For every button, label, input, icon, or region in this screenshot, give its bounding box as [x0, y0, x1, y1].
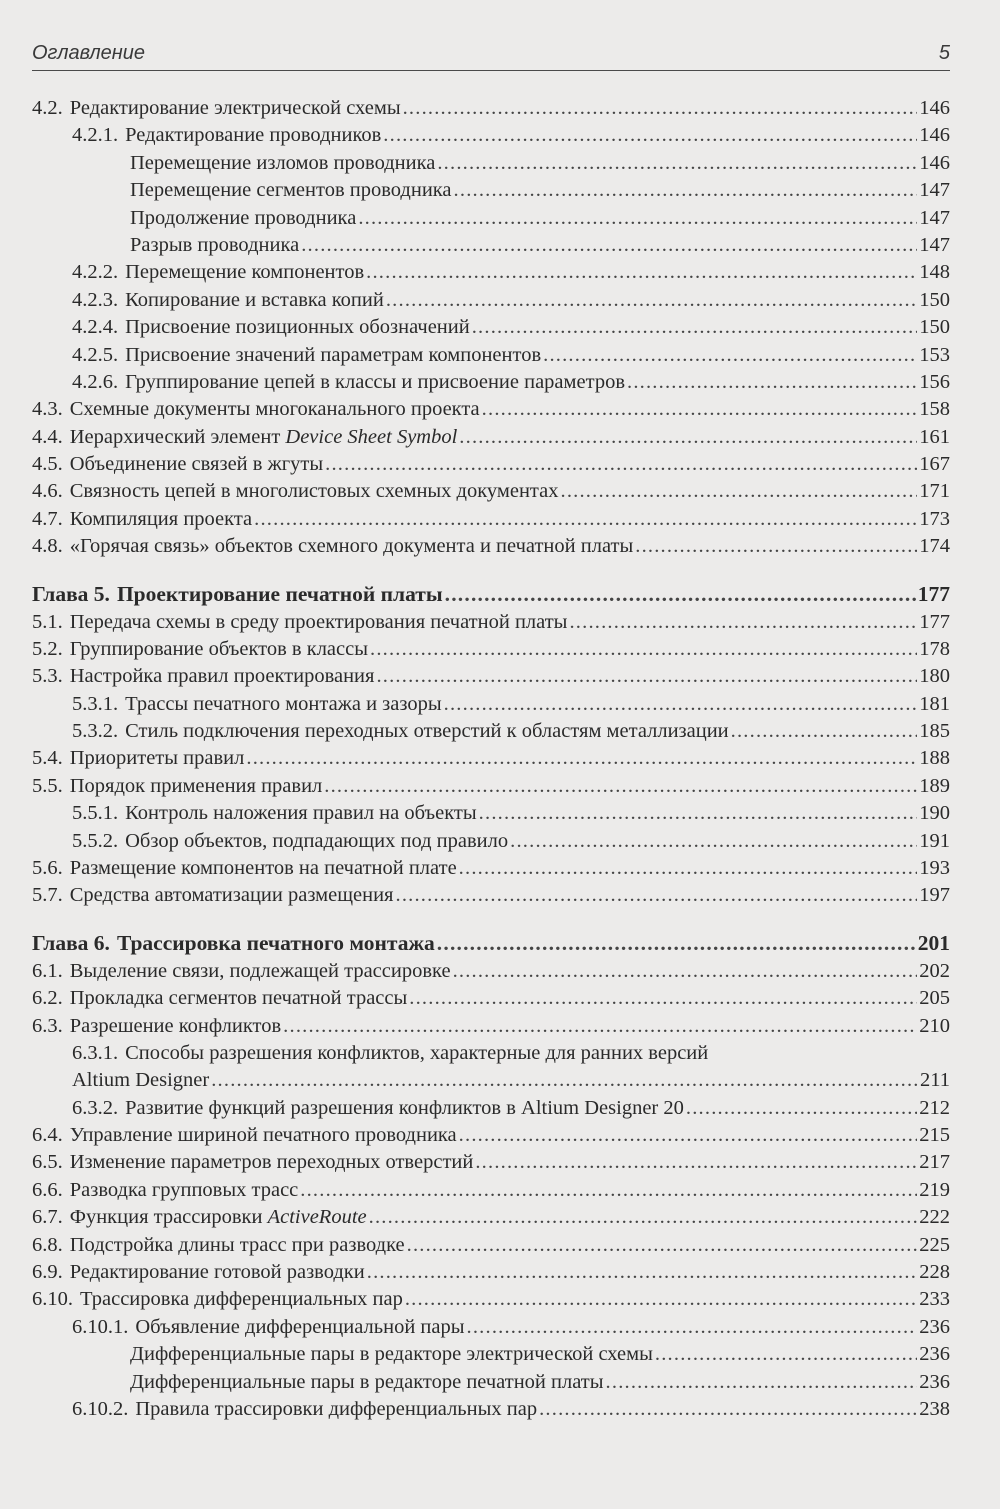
toc-entry-page: 228 [919, 1261, 950, 1284]
toc-entry-title: Связность цепей в многолистовых схемных документах [69, 480, 559, 503]
toc-entry [32, 636, 950, 663]
toc-entry [32, 1149, 950, 1176]
dot-leader [300, 1177, 917, 1204]
toc-entry-title: Передача схемы в среду проектирования печатной платы [69, 610, 568, 633]
toc-entry-page: 148 [919, 261, 950, 284]
toc-entry-title: Копирование и вставка копий [125, 288, 384, 311]
toc-entry-number: 6.10.1. [72, 1315, 129, 1338]
dot-leader [403, 95, 918, 122]
toc-entry-number: Глава 5. [32, 582, 110, 607]
toc-entry-page: 180 [919, 665, 950, 688]
toc-entry-page: 190 [919, 802, 950, 825]
dot-leader [445, 581, 916, 608]
toc-entry-page: 181 [919, 692, 950, 715]
dot-leader [386, 287, 917, 314]
toc-entry [32, 150, 950, 177]
toc-entry-number: 6.8. [32, 1233, 63, 1256]
dot-leader [283, 1013, 917, 1040]
dot-leader [543, 342, 917, 369]
toc-entry-page: 153 [919, 343, 950, 366]
toc-entry [32, 1286, 950, 1313]
dot-leader [211, 1067, 918, 1094]
toc-entry [32, 396, 950, 423]
dot-leader [366, 259, 917, 286]
toc-entry-number: 4.2.5. [72, 343, 119, 366]
toc-entry-number: 4.2.1. [72, 124, 119, 147]
page-number: 5 [938, 42, 950, 64]
toc-entry [32, 1177, 950, 1204]
dot-leader [686, 1095, 917, 1122]
toc-entry-page: 217 [919, 1151, 950, 1174]
toc-entry [32, 287, 950, 314]
toc-entry-title: Объявление дифференциальной пары [135, 1315, 465, 1338]
toc-entry [32, 745, 950, 772]
toc-entry [32, 985, 950, 1012]
toc-entry-title: Функция трассировки [69, 1206, 263, 1229]
toc-entry-number: 5.6. [32, 857, 63, 880]
toc-entry-page: 238 [919, 1397, 950, 1420]
toc-entry [32, 478, 950, 505]
toc-entry-page: 146 [919, 151, 950, 174]
toc-entry-page: 211 [920, 1069, 950, 1092]
dot-leader [467, 1314, 918, 1341]
toc-entry-number: 6.6. [32, 1178, 63, 1201]
dot-leader [459, 424, 917, 451]
toc-entry-number: 6.2. [32, 987, 63, 1010]
dot-leader [301, 232, 917, 259]
toc-entry-title: Средства автоматизации размещения [69, 884, 394, 907]
dot-leader [731, 718, 918, 745]
toc-entry-page: 202 [919, 959, 950, 982]
toc-entry-title: Присвоение значений параметрам компонентов [125, 343, 542, 366]
dot-leader [655, 1341, 917, 1368]
toc-entry-title: Разводка групповых трасс [69, 1178, 299, 1201]
toc-entry [32, 95, 950, 122]
toc-entry-title: Порядок применения правил [69, 774, 323, 797]
toc-entry-title: Управление шириной печатного проводника [69, 1124, 457, 1147]
toc-entry-title: «Горячая связь» объектов схемного документа и печатной платы [69, 535, 634, 558]
toc-entry-title: Редактирование готовой разводки [69, 1261, 365, 1284]
toc-entry-page: 167 [919, 453, 950, 476]
dot-leader [510, 828, 917, 855]
dot-leader [367, 1259, 918, 1286]
toc-entry-title: Трассировка печатного монтажа [116, 931, 435, 956]
toc-entry-page: 150 [919, 288, 950, 311]
dot-leader [437, 930, 916, 957]
toc-entry-number: 6.3. [32, 1014, 63, 1037]
toc-entry-title: Стиль подключения переходных отверстий к областям металлизации [125, 720, 729, 743]
toc-entry-page: 219 [919, 1178, 950, 1201]
dot-leader [407, 1232, 918, 1259]
dot-leader [246, 745, 917, 772]
toc-entry [32, 533, 950, 560]
toc-entry-number: 6.10. [32, 1288, 73, 1311]
toc-entry-page: 236 [919, 1370, 950, 1393]
toc-entry-page: 150 [919, 316, 950, 339]
toc-entry-title: Компиляция проекта [69, 507, 253, 530]
toc-entry [32, 855, 950, 882]
dot-leader [454, 177, 918, 204]
toc-entry-title: Контроль наложения правил на объекты [125, 802, 477, 825]
toc-entry [32, 663, 950, 690]
toc-entry-page: 201 [917, 931, 950, 956]
toc-entry-number: 4.2.4. [72, 316, 119, 339]
toc-entry [32, 1232, 950, 1259]
toc-entry-title: Схемные документы многоканального проекта [69, 398, 480, 421]
toc-entry-number: 6.5. [32, 1151, 63, 1174]
toc-entry-title: Приоритеты правил [69, 747, 245, 770]
table-of-contents [32, 95, 950, 1423]
toc-entry-title: Выделение связи, подлежащей трассировке [69, 959, 451, 982]
toc-entry-page: 147 [919, 206, 950, 229]
toc-entry-number: 5.3. [32, 665, 63, 688]
toc-entry-title: Редактирование проводников [125, 124, 382, 147]
toc-entry-number: 5.5. [32, 774, 63, 797]
toc-entry-page: 173 [919, 507, 950, 530]
toc-entry [32, 773, 950, 800]
toc-entry-page: 188 [919, 747, 950, 770]
toc-entry-page: 222 [919, 1206, 950, 1229]
toc-entry-page: 210 [919, 1014, 950, 1037]
toc-entry-page: 191 [919, 829, 950, 852]
toc-entry-title: Развитие функций разрешения конфликтов в Altium Designer 20 [125, 1096, 684, 1119]
toc-entry-number: 6.3.2. [72, 1096, 119, 1119]
dot-leader [358, 205, 917, 232]
toc-entry [32, 314, 950, 341]
dot-leader [561, 478, 918, 505]
toc-entry [32, 232, 950, 259]
toc-entry-number: 5.7. [32, 884, 63, 907]
toc-entry-number: 4.2.2. [72, 261, 119, 284]
toc-entry [32, 1095, 950, 1122]
section-title: Оглавление [32, 42, 146, 64]
toc-entry-page: 185 [919, 720, 950, 743]
dot-leader [539, 1396, 917, 1423]
toc-entry-title: Перемещение изломов проводника [130, 151, 436, 174]
toc-entry-number: 4.5. [32, 453, 63, 476]
toc-entry-number: 6.7. [32, 1206, 63, 1229]
toc-entry-title: Изменение параметров переходных отверстий [69, 1151, 474, 1174]
toc-entry [32, 1259, 950, 1286]
dot-leader [383, 122, 917, 149]
toc-entry [32, 342, 950, 369]
toc-entry-page: 193 [919, 857, 950, 880]
dot-leader [635, 533, 917, 560]
dot-leader [444, 691, 918, 718]
toc-entry-number: 5.1. [32, 610, 63, 633]
toc-entry-page: 147 [919, 233, 950, 256]
toc-entry-page: 161 [919, 425, 950, 448]
dot-leader [482, 396, 918, 423]
toc-entry-title: Подстройка длины трасс при разводке [69, 1233, 405, 1256]
toc-entry [32, 1341, 950, 1368]
toc-entry [32, 424, 950, 451]
dot-leader [369, 1204, 918, 1231]
toc-entry-number: 4.2. [32, 97, 63, 119]
toc-entry-page: 197 [919, 884, 950, 907]
toc-entry-title: Перемещение компонентов [125, 261, 365, 284]
toc-entry [32, 1122, 950, 1149]
dot-leader [479, 800, 918, 827]
toc-entry-page: 178 [919, 637, 950, 660]
toc-entry [32, 718, 950, 745]
toc-entry-page: 156 [919, 370, 950, 393]
toc-entry-title: Правила трассировки дифференциальных пар [135, 1397, 538, 1420]
toc-entry [32, 1396, 950, 1423]
toc-entry [32, 1204, 950, 1231]
toc-entry-title: Прокладка сегментов печатной трассы [69, 987, 408, 1010]
dot-leader [254, 506, 917, 533]
toc-entry-title: Проектирование печатной платы [116, 582, 443, 607]
toc-entry [32, 177, 950, 204]
toc-entry [32, 369, 950, 396]
toc-entry-page: 147 [919, 179, 950, 202]
toc-entry-number: 5.3.2. [72, 720, 119, 743]
dot-leader [606, 1369, 918, 1396]
toc-entry [32, 1314, 950, 1341]
toc-entry-page: 225 [919, 1233, 950, 1256]
toc-entry-number: 4.2.3. [72, 288, 119, 311]
running-header [32, 40, 950, 71]
toc-entry-page: 236 [919, 1315, 950, 1338]
toc-entry-title-italic: ActiveRoute [267, 1206, 367, 1229]
toc-entry-number: 5.5.2. [72, 829, 119, 852]
toc-entry [32, 1013, 950, 1040]
toc-entry-page: 236 [919, 1343, 950, 1366]
toc-entry-title: Разрыв проводника [130, 233, 300, 256]
toc-entry-number: 4.7. [32, 507, 63, 530]
toc-entry-number: 6.9. [32, 1261, 63, 1284]
dot-leader [325, 451, 917, 478]
dot-leader [409, 985, 917, 1012]
toc-entry [32, 691, 950, 718]
toc-entry [32, 205, 950, 232]
dot-leader [459, 855, 918, 882]
toc-entry-page: 177 [917, 582, 950, 607]
toc-entry-number: Глава 6. [32, 931, 110, 956]
toc-entry [32, 122, 950, 149]
toc-entry-page: 189 [919, 774, 950, 797]
dot-leader [405, 1286, 917, 1313]
toc-entry-title: Редактирование электрической схемы [69, 97, 401, 119]
toc-entry-number: 6.1. [32, 959, 63, 982]
toc-entry-title: Иерархический элемент [69, 425, 281, 448]
toc-entry-number: 4.2.6. [72, 370, 119, 393]
toc-entry-title: Объединение связей в жгуты [69, 453, 324, 476]
toc-entry-title: Перемещение сегментов проводника [130, 179, 452, 202]
toc-entry [32, 506, 950, 533]
dot-leader [324, 773, 917, 800]
toc-chapter-entry [32, 581, 950, 608]
toc-entry [32, 882, 950, 909]
toc-entry [32, 1369, 950, 1396]
toc-entry-page: 233 [919, 1288, 950, 1311]
toc-entry-page: 177 [919, 610, 950, 633]
toc-entry-number: 5.2. [32, 637, 63, 660]
toc-entry-page: 146 [919, 97, 950, 119]
dot-leader [437, 150, 917, 177]
toc-entry-title: Группирование цепей в классы и присвоение параметров [125, 370, 625, 393]
toc-entry-title: Размещение компонентов на печатной плате [69, 857, 457, 880]
toc-entry-title: Настройка правил проектирования [69, 665, 375, 688]
toc-entry-page: 171 [919, 480, 950, 503]
dot-leader [472, 314, 918, 341]
toc-entry-title-continued: Altium Designer [72, 1069, 210, 1092]
toc-entry [32, 828, 950, 855]
toc-entry-title: Продолжение проводника [130, 206, 357, 229]
toc-entry-page: 212 [919, 1096, 950, 1119]
toc-entry-title: Группирование объектов в классы [69, 637, 368, 660]
dot-leader [396, 882, 918, 909]
toc-entry-page: 205 [919, 987, 950, 1010]
toc-entry-number: 4.4. [32, 425, 63, 448]
dot-leader [569, 609, 917, 636]
toc-entry [32, 800, 950, 827]
dot-leader [453, 958, 918, 985]
toc-entry-number: 4.3. [32, 398, 63, 421]
toc-entry-number: 6.10.2. [72, 1397, 129, 1420]
toc-entry-title: Обзор объектов, подпадающих под правило [125, 829, 509, 852]
toc-entry-page: 158 [919, 398, 950, 421]
toc-entry-title: Способы разрешения конфликтов, характерные для ранних версий [125, 1041, 709, 1064]
toc-entry [32, 958, 950, 985]
dot-leader [376, 663, 917, 690]
toc-entry-number: 5.4. [32, 747, 63, 770]
toc-entry-title: Дифференциальные пары в редакторе печатной платы [130, 1370, 604, 1393]
toc-entry-page: 215 [919, 1124, 950, 1147]
toc-entry-number: 6.3.1. [72, 1041, 119, 1064]
toc-entry-number: 4.8. [32, 535, 63, 558]
toc-entry [32, 259, 950, 286]
toc-entry-title-italic: Device Sheet Symbol [285, 425, 458, 448]
toc-entry-number: 5.5.1. [72, 802, 119, 825]
toc-entry-title: Разрешение конфликтов [69, 1014, 282, 1037]
toc-entry [32, 609, 950, 636]
toc-entry-number: 5.3.1. [72, 692, 119, 715]
toc-entry-title: Трассировка дифференциальных пар [80, 1288, 403, 1311]
dot-leader [627, 369, 917, 396]
toc-entry-title: Присвоение позиционных обозначений [125, 316, 470, 339]
dot-leader [475, 1149, 917, 1176]
toc-entry-page: 174 [919, 535, 950, 558]
toc-entry-number: 6.4. [32, 1124, 63, 1147]
toc-entry-number: 4.6. [32, 480, 63, 503]
dot-leader [459, 1122, 918, 1149]
toc-chapter-entry [32, 930, 950, 957]
toc-entry-title: Дифференциальные пары в редакторе электрической схемы [130, 1343, 653, 1366]
toc-entry [32, 1040, 950, 1095]
toc-entry-title: Трассы печатного монтажа и зазоры [125, 692, 442, 715]
toc-entry [32, 451, 950, 478]
toc-entry-page: 146 [919, 124, 950, 147]
dot-leader [370, 636, 917, 663]
